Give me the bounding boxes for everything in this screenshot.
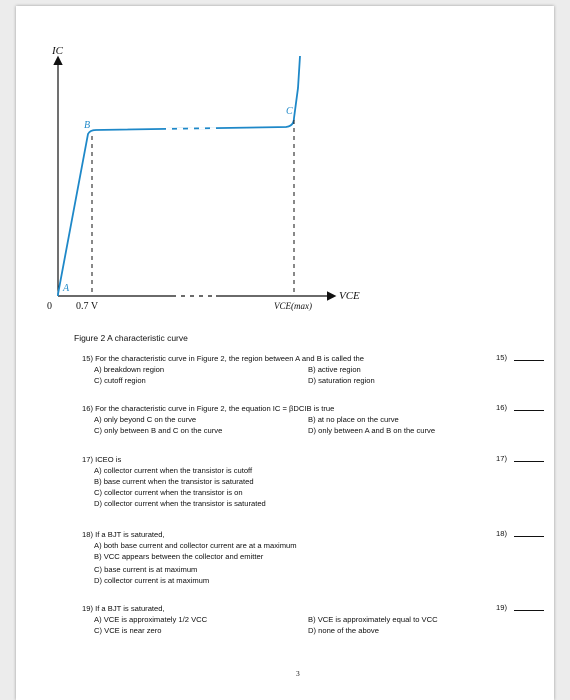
answer-blank-16[interactable] [514,410,544,411]
answer-blank-19[interactable] [514,610,544,611]
question-stem: 15) For the characteristic curve in Figure 2, the region between A and B is called the [82,354,364,363]
option-d[interactable]: D) only between A and B on the curve [308,426,436,435]
figure-caption: Figure 2 A characteristic curve [74,333,188,343]
option-a[interactable]: A) only beyond C on the curve [94,415,197,424]
page-number: 3 [296,669,300,678]
answer-blank-17[interactable] [514,461,544,462]
option-c[interactable]: C) VCE is near zero [94,626,162,635]
characteristic-curve [58,56,300,296]
tick-label-07v: 0.7 V [76,301,99,312]
point-a-label: A [63,283,70,294]
x-axis-label: VCE [339,290,360,302]
option-b[interactable]: B) active region [308,365,361,374]
y-axis-label: IC [52,45,63,57]
option-a[interactable]: A) VCE is approximately 1/2 VCC [94,615,208,624]
document-page [16,6,554,700]
answer-blank-15[interactable] [514,360,544,361]
option-b[interactable]: B) VCE is approximately equal to VCC [308,615,438,624]
question-18 [82,529,297,585]
answer-number-18: 18) [496,529,507,538]
point-c-label: C [286,106,293,117]
answer-number-19: 19) [496,603,507,612]
origin-label: 0 [47,301,52,312]
option-a[interactable]: A) breakdown region [94,365,165,374]
option-d[interactable]: D) saturation region [308,376,375,385]
option-d[interactable]: D) collector current is at maximum [94,576,210,585]
option-d[interactable]: D) collector current when the transistor is saturated [94,499,266,508]
characteristic-curve-figure [16,6,554,326]
answer-blank-18[interactable] [514,536,544,537]
question-16 [82,403,436,435]
option-c[interactable]: C) cutoff region [94,376,146,385]
answer-number-15: 15) [496,353,507,362]
option-b[interactable]: B) VCC appears between the collector and emitter [94,552,264,561]
tick-label-vce-max: VCE(max) [274,301,312,311]
option-c[interactable]: C) only between B and C on the curve [94,426,223,435]
point-b-label: B [84,120,91,131]
option-d[interactable]: D) none of the above [308,626,379,635]
question-stem: 17) ICEO is [82,455,122,464]
question-stem: 18) If a BJT is saturated, [82,530,165,539]
option-a[interactable]: A) both base current and collector current are at a maximum [94,541,297,550]
question-stem: 19) If a BJT is saturated, [82,604,165,613]
option-b[interactable]: B) base current when the transistor is saturated [94,477,254,486]
question-17 [82,454,266,508]
question-19 [82,603,438,635]
question-stem: 16) For the characteristic curve in Figure 2, the equation IC = βDCIB is true [82,404,335,413]
answer-number-16: 16) [496,403,507,412]
option-a[interactable]: A) collector current when the transistor is cutoff [94,466,253,475]
option-c[interactable]: C) base current is at maximum [94,565,198,574]
answer-number-17: 17) [496,454,507,463]
option-c[interactable]: C) collector current when the transistor is on [94,488,243,497]
option-b[interactable]: B) at no place on the curve [308,415,399,424]
question-15 [82,353,375,385]
